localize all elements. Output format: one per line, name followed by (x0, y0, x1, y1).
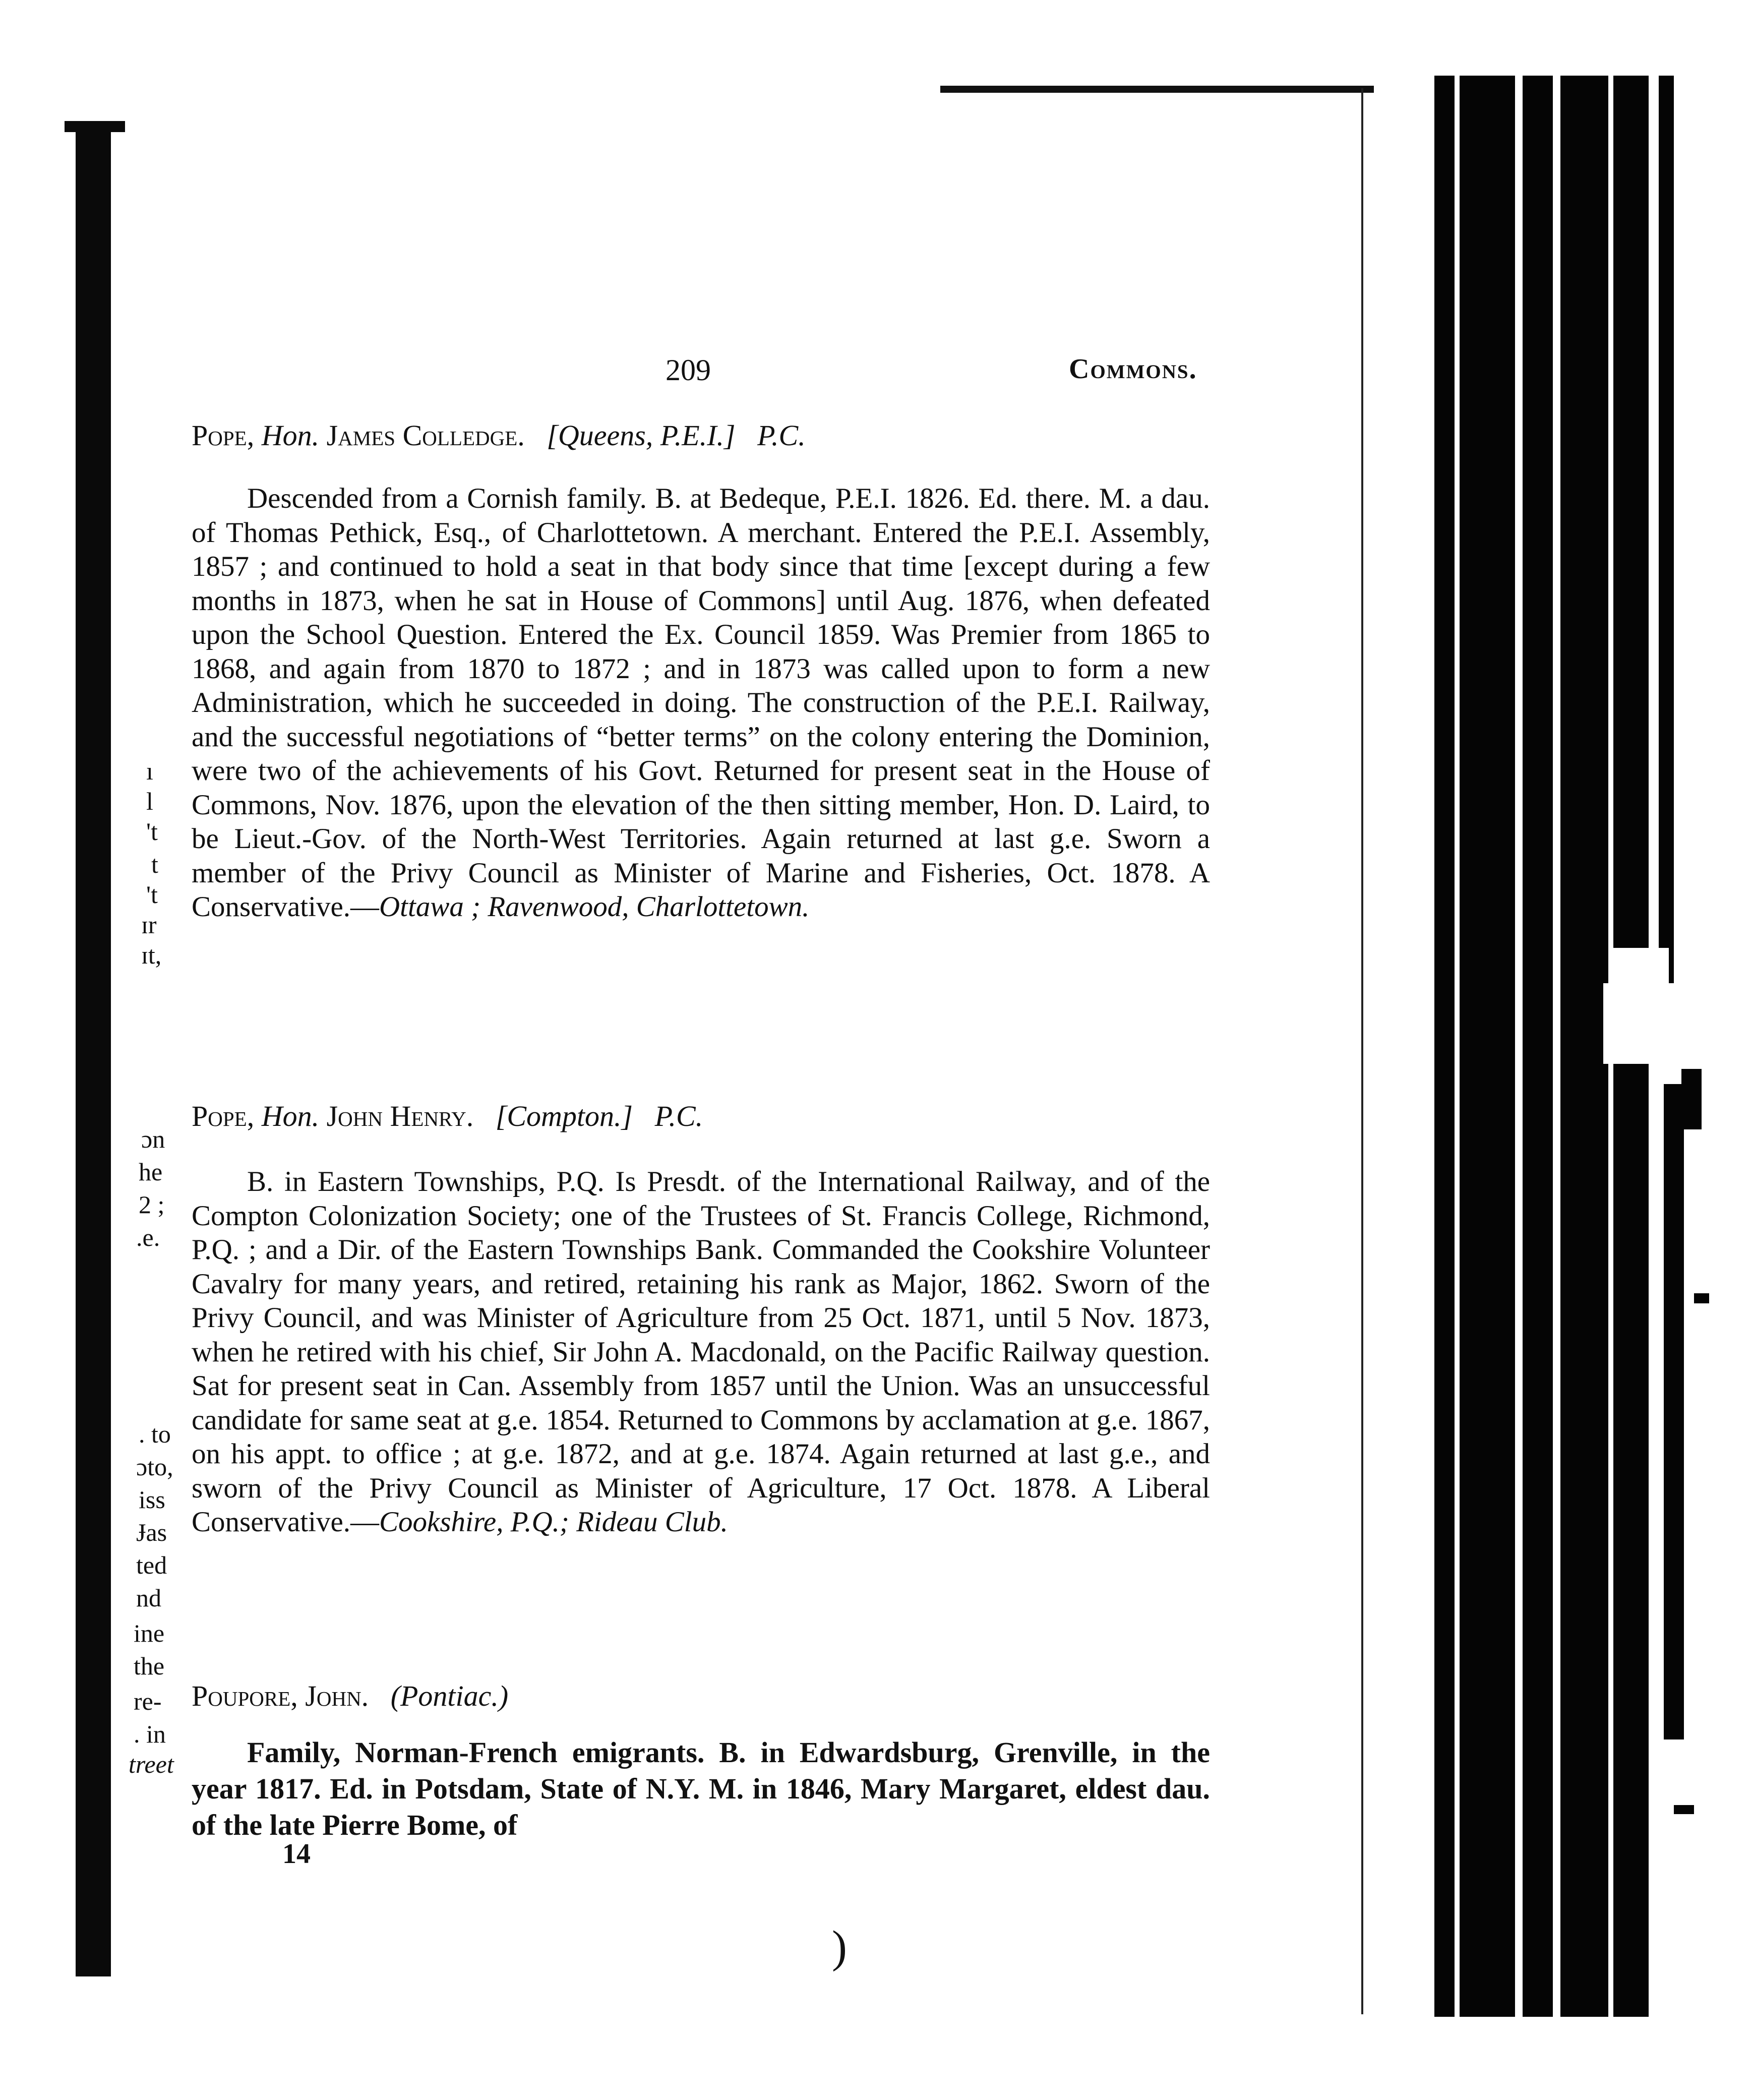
entry-title: Hon. (261, 1100, 320, 1132)
entry-surname: Pope, (192, 1100, 255, 1132)
binding-gutter (76, 121, 111, 1976)
entry-body-text: Descended from a Cornish family. B. at Bedeque, P.E.I. 1826. Ed. there. M. a dau. of Thomas Pethick, Esq., of Charlottetown. A merchant. Entered the P.E.I. Assembly, 1857 ; and continued to hold a seat in that body since that time [except during a few months in 1873, when he sat in House of Commons] until Aug. 1876, when defeated upon the School Question. Entered the Ex. Council 1859. Was Premier from 1865 to 1868, and again from 1870 to 1872 ; and in 1873 was called upon to form a new Administration, which he succeeded in doing. The construction of the P.E.I. Railway, and the successful negotiations of “better terms” on the colony entering the Dominion, were two of the achievements of his Govt. Returned for present seat in the House of Commons, Nov. 1876, upon the elevation of the then sitting member, Hon. D. Laird, to be Lieut.-Gov. of the North-West Territories. Again returned at last g.e. Sworn a member of the Privy Council as Minister of Marine and Fisheries, Oct. 1878. A Conservative.— (192, 483, 1210, 923)
entry-heading (192, 418, 1210, 452)
entry-honour: P.C. (654, 1100, 703, 1132)
entry-body-text: Family, Norman-French emigrants. B. in Edwardsburg, Grenville, in the year 1817. Ed. in Potsdam, State of N.Y. M. in 1846, Mary Margaret, eldest dau. of the late Pierre Bome, of (192, 1736, 1210, 1841)
entry-given-name: John. (305, 1679, 369, 1712)
entry-heading (192, 1679, 1210, 1713)
entry-constituency: [Compton.] (495, 1100, 633, 1132)
running-head: Commons. (1069, 353, 1197, 385)
entry-body (192, 1165, 1210, 1539)
top-edge-rule (940, 86, 1374, 93)
entry-surname: Pope, (192, 419, 255, 452)
entry-address: Cookshire, P.Q.; Rideau Club. (379, 1506, 728, 1538)
entry-body-text: B. in Eastern Townships, P.Q. Is Presdt. of the International Railway, and of the Compton Colonization Society; one of the Trustees of St. Francis College, Richmond, P.Q. ; and a Dir. of the Eastern Townships Bank. Commanded the Cookshire Volunteer Cavalry for many years, and retired, retaining his rank as Major, 1862. Sworn of the Privy Council, and was Minister of Agriculture from 25 Oct. 1871, until 5 Nov. 1873, when he retired with his chief, Sir John A. Macdonald, on the Pacific Railway question. Sat for present seat in Can. Assembly from 1857 until the Union. Was an unsuccessful candidate for same seat at g.e. 1854. Returned to Commons by acclamation at g.e. 1867, on his appt. to office ; at g.e. 1872, and at g.e. 1874. Again returned at last g.e., and sworn of the Privy Council as Minister of Agriculture, 17 Oct. 1878. A Liberal Conservative.— (192, 1166, 1210, 1538)
page-edge (1361, 88, 1371, 2014)
binding-gutter-cap (65, 121, 125, 132)
entry-given-name: James Colledge. (326, 419, 525, 452)
page-number: 209 (666, 353, 711, 387)
entry-surname: Poupore, (192, 1679, 298, 1712)
entry-heading (192, 1099, 1210, 1133)
entry-honour: P.C. (757, 419, 806, 452)
entry-title: Hon. (261, 419, 320, 452)
entry-given-name: John Henry. (326, 1100, 474, 1132)
signature-mark: 14 (282, 1838, 311, 1870)
entry-constituency: [Queens, P.E.I.] (547, 419, 736, 452)
entry-body (192, 1734, 1210, 1843)
entry-address: Ottawa ; Ravenwood, Charlottetown. (379, 891, 810, 923)
entry-body (192, 482, 1210, 924)
entry-constituency: (Pontiac.) (390, 1679, 509, 1712)
handwritten-mark: ) (832, 1922, 847, 1972)
